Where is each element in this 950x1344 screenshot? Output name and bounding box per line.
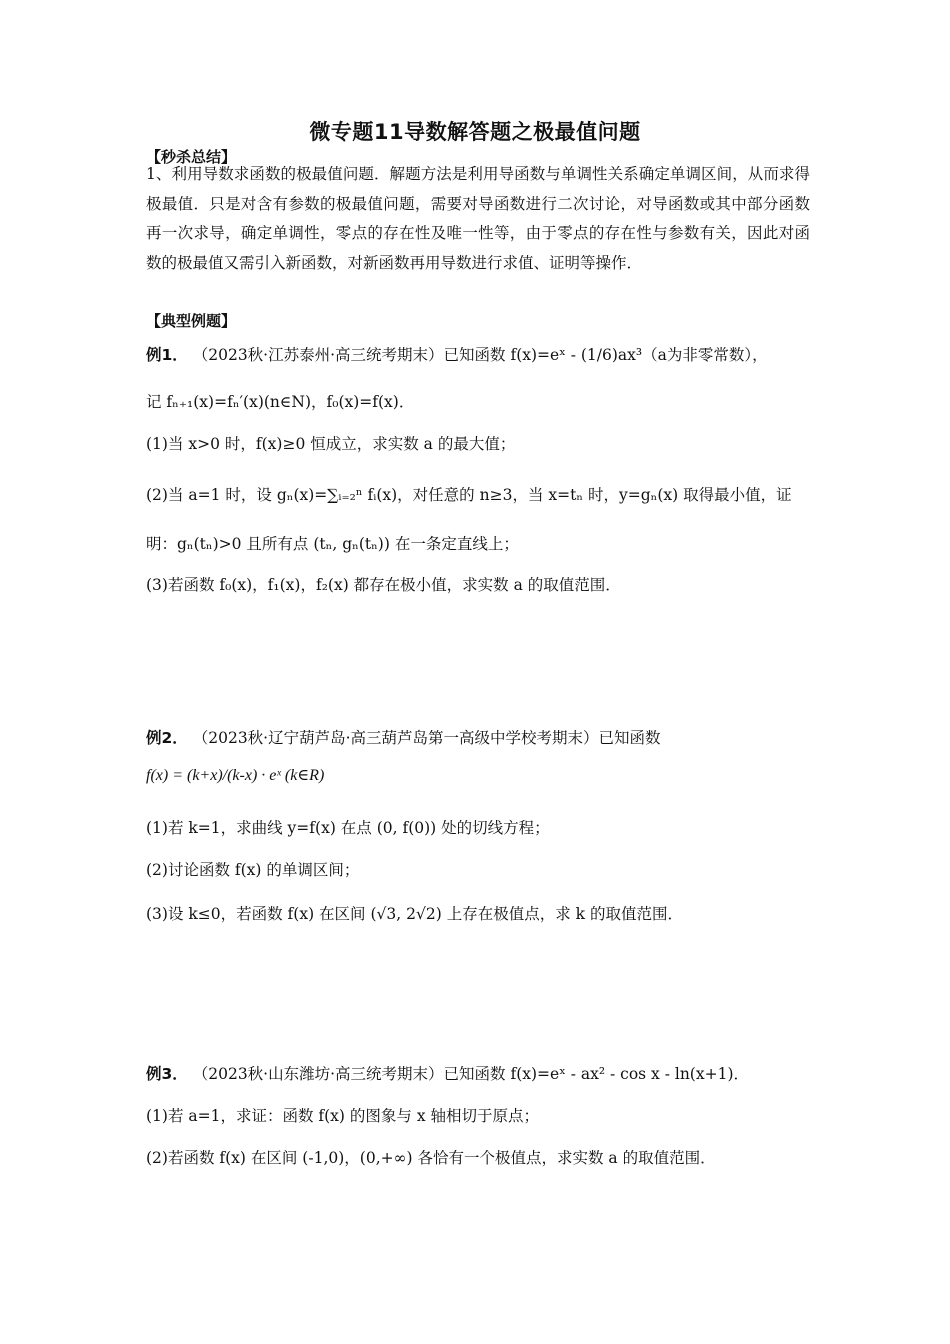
example-2-intro <box>146 726 810 748</box>
example-1-part-2: (2)当 a=1 时，设 gₙ(x)=∑ᵢ₌₂ⁿ fᵢ(x)，对任意的 n≥3，当 x=tₙ 时，y=gₙ(x) 取得最小值，证 <box>146 486 792 504</box>
example-1-part-3: (3)若函数 f₀(x)，f₁(x)，f₂(x) 都存在极小值，求实数 a 的取值范围． <box>146 576 621 594</box>
example-2-part-2: (2)讨论函数 f(x) 的单调区间； <box>146 861 360 879</box>
example-3-intro <box>146 1062 810 1084</box>
example-3-part-2: (2)若函数 f(x) 在区间 (-1,0)，(0,+∞) 各恰有一个极值点，求实数 a 的取值范围． <box>146 1149 716 1167</box>
page-title: 微专题11导数解答题之极最值问题 <box>309 120 641 144</box>
example-2-part-1: (1)若 k=1，求曲线 y=f(x) 在点 (0, f(0)) 处的切线方程； <box>146 819 550 837</box>
example-1-part-1: (1)当 x>0 时，f(x)≥0 恒成立，求实数 a 的最大值； <box>146 435 516 453</box>
summary-paragraph: 1、利用导数求函数的极最值问题．解题方法是利用导函数与单调性关系确定单调区间，从而求得极最值．只是对含有参数的极最值问题，需要对导函数进行二次讨论，对导函数或其中部分函数再一次求导，确定单调性，零点的存在性及唯一性等，由于零点的存在性与参数有关，因此对函数的极最值又需引入新函数，对新函数再用导数进行求值、证明等操作． <box>146 165 810 272</box>
examples-heading: 【典型例题】 <box>146 312 237 330</box>
example-3-part-1: (1)若 a=1，求证：函数 f(x) 的图象与 x 轴相切于原点； <box>146 1107 539 1125</box>
example-1-intro <box>146 343 810 365</box>
example-1-label: 例1． <box>146 346 188 364</box>
example-2-function: f(x) = (k+x)/(k-x) · eˣ (k∈R) <box>146 767 325 784</box>
example-3-line-1: （2023秋·山东潍坊·高三统考期末）已知函数 f(x)=eˣ - ax² - cos x - ln(x+1)． <box>192 1065 749 1083</box>
summary-heading: 【秒杀总结】 <box>146 148 237 166</box>
example-2-part-3: (3)设 k≤0，若函数 f(x) 在区间 (√3, 2√2) 上存在极值点，求 k 的取值范围． <box>146 905 683 923</box>
example-1-line-1: （2023秋·江苏泰州·高三统考期末）已知函数 f(x)=eˣ - (1/6)ax³（a为非零常数）， <box>192 346 768 364</box>
example-2-line-1: （2023秋·辽宁葫芦岛·高三葫芦岛第一高级中学校考期末）已知函数 <box>192 729 661 747</box>
example-3-label: 例3． <box>146 1065 188 1083</box>
example-1-part-2-cont: 明：gₙ(tₙ)>0 且所有点 (tₙ, gₙ(tₙ)) 在一条定直线上； <box>146 535 519 553</box>
example-2-label: 例2． <box>146 729 188 747</box>
example-1-line-2: 记 fₙ₊₁(x)=fₙ′(x)(n∈N)，f₀(x)=f(x)． <box>146 393 415 411</box>
